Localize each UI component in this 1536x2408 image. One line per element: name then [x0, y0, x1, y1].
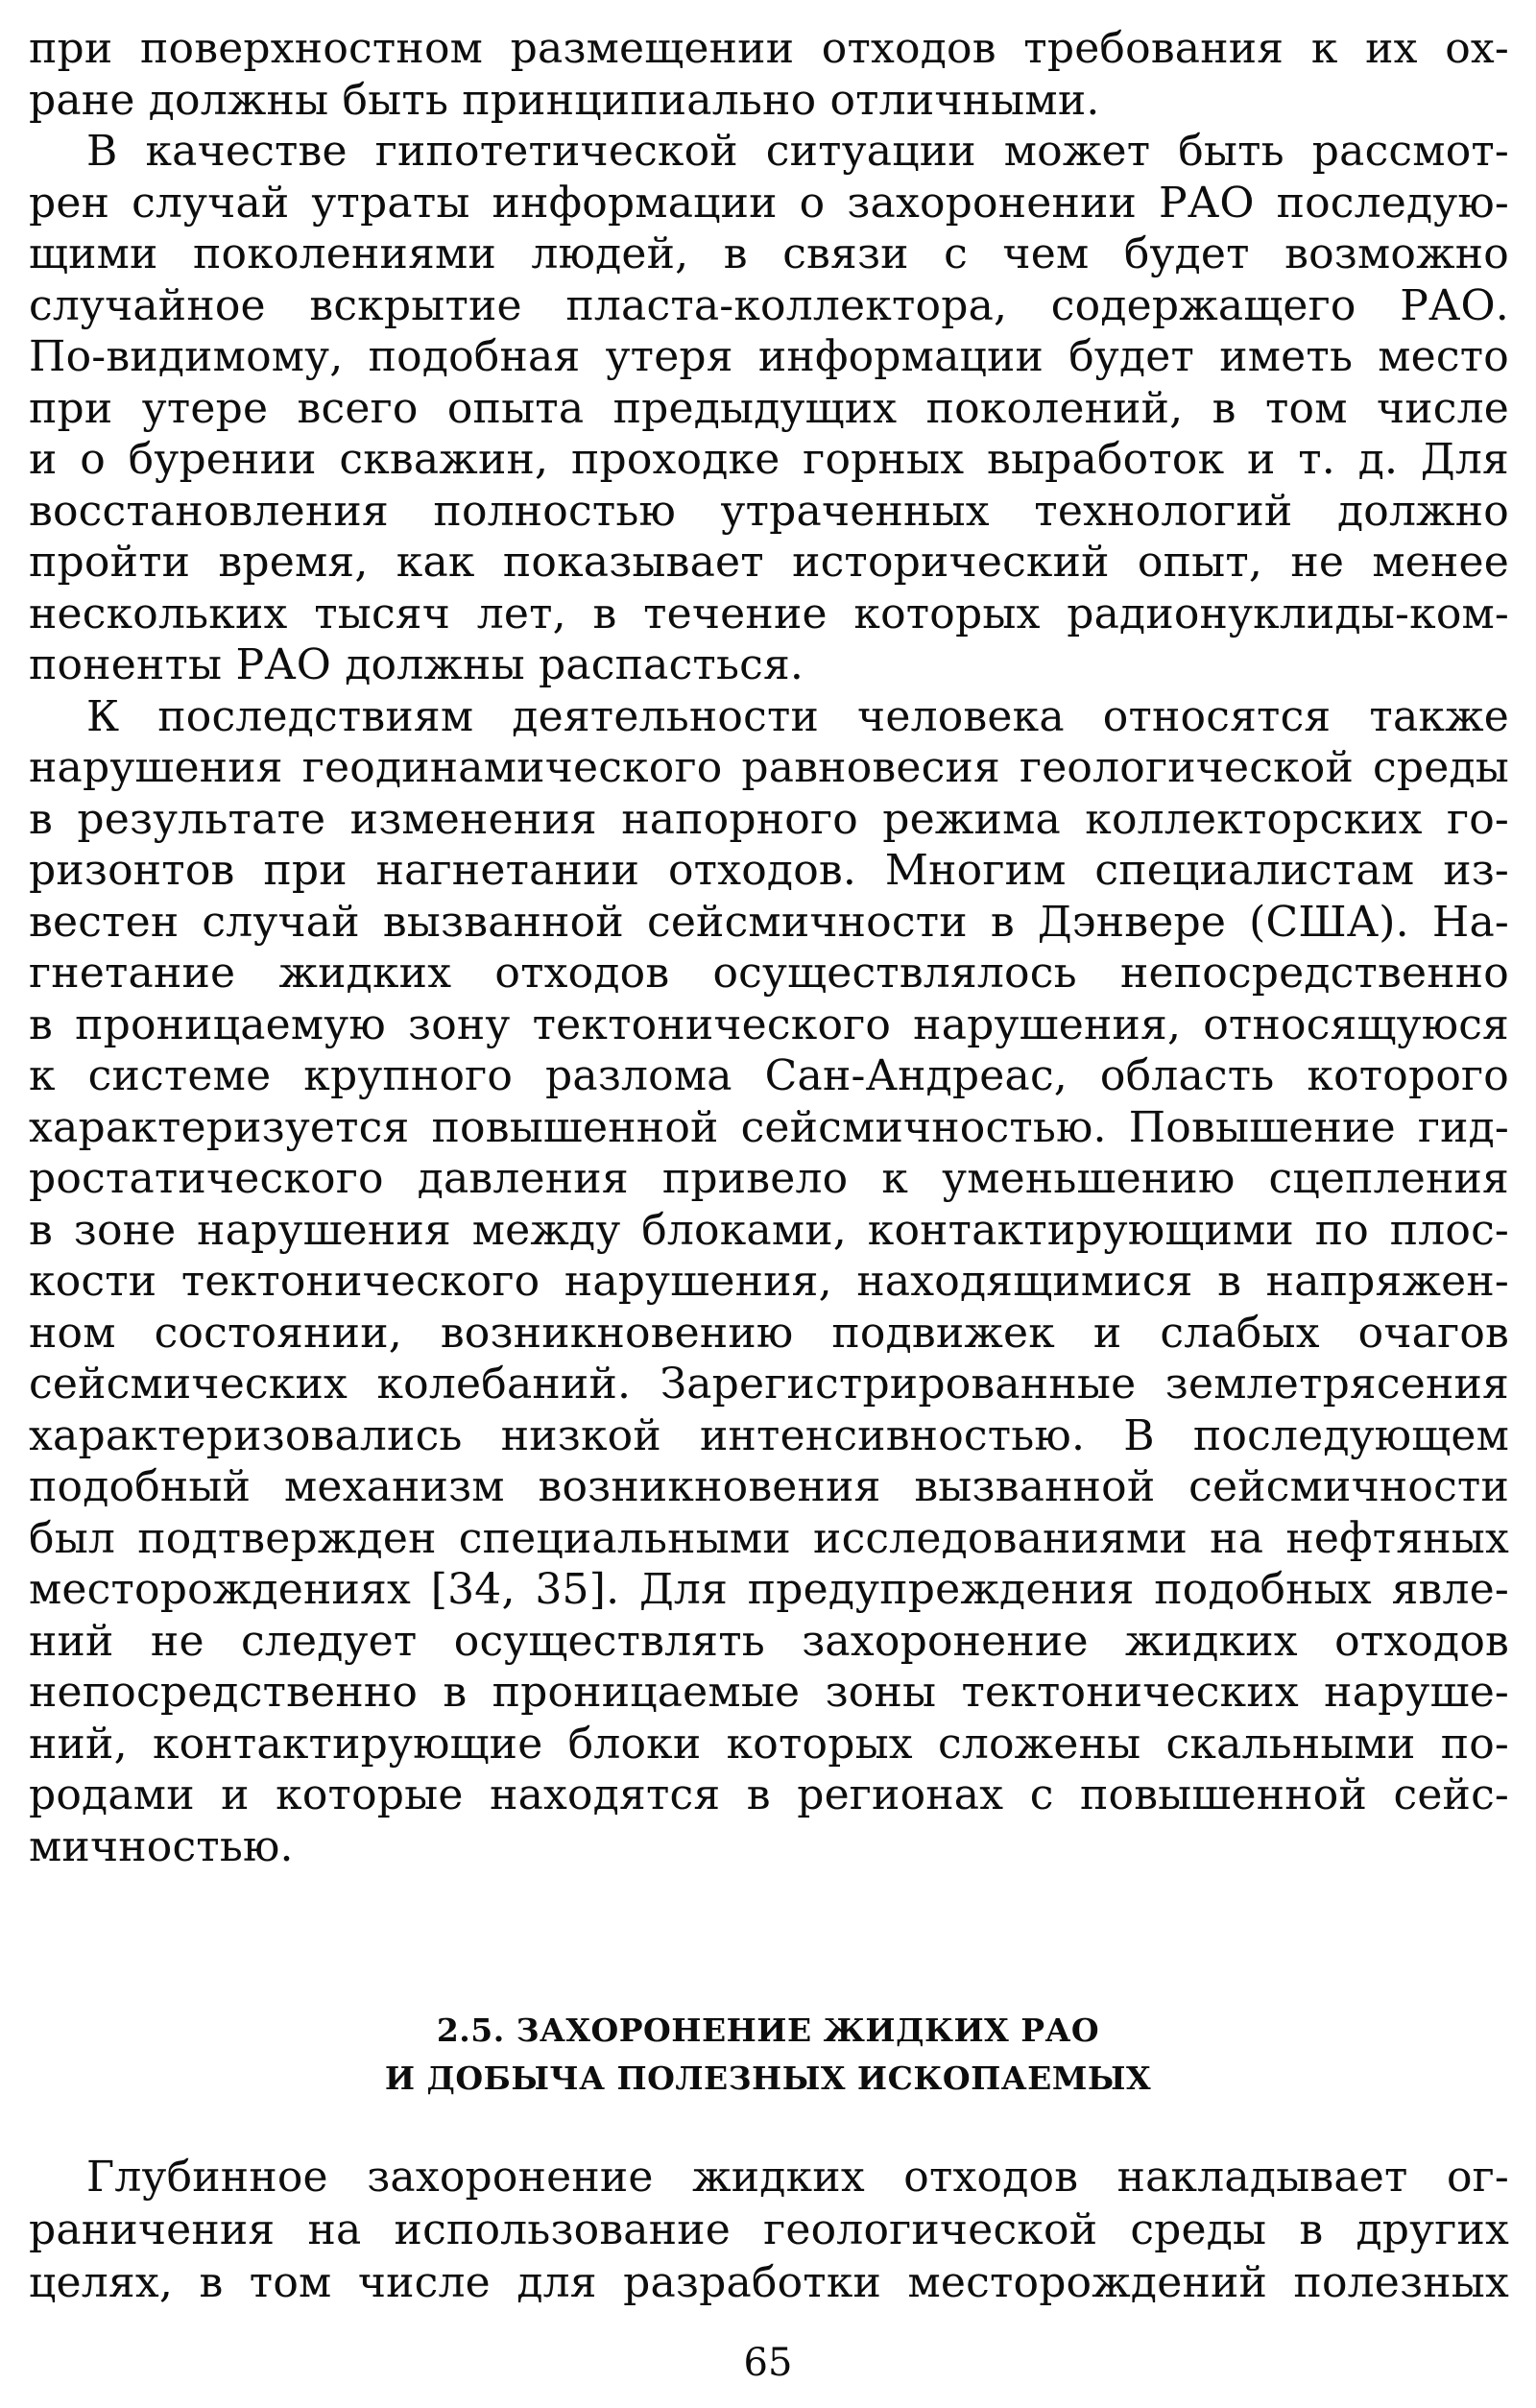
text-line: По-видимому, подобная утеря информации будет иметь место: [29, 332, 1509, 381]
text-line: вестен случай вызванной сейсмичности в Дэнвере (США). На-: [29, 897, 1509, 947]
text-line: нарушения геодинамического равновесия геологической среды: [29, 743, 1509, 792]
section-heading-line1: 2.5. ЗАХОРОНЕНИЕ ЖИДКИХ РАО: [436, 2011, 1100, 2049]
section-text-block: [29, 2151, 1509, 2309]
text-line: мичностью.: [29, 1821, 294, 1871]
text-line: К последствиям деятельности человека относятся также: [86, 691, 1509, 741]
text-line: месторождениях [34, 35]. Для предупреждения подобных явле-: [29, 1565, 1509, 1614]
text-line: при поверхностном размещении отходов требования к их ох-: [29, 24, 1509, 73]
text-line: ростатического давления привело к уменьшению сцепления: [29, 1154, 1509, 1203]
text-line: случайное вскрытие пласта-коллектора, содержащего РАО.: [29, 280, 1509, 330]
main-text-block: [29, 23, 1509, 1872]
text-line: пройти время, как показывает исторический опыт, не менее: [29, 538, 1509, 587]
text-line: восстановления полностью утраченных технологий должно: [29, 486, 1509, 536]
text-line: кости тектонического нарушения, находящимися в напряжен-: [29, 1257, 1509, 1306]
text-line: ризонтов при нагнетании отходов. Многим специалистам из-: [29, 846, 1509, 895]
page-number: 65: [743, 2341, 793, 2385]
section-heading-line2: И ДОБЫЧА ПОЛЕЗНЫХ ИСКОПАЕМЫХ: [384, 2059, 1152, 2097]
text-line: нескольких тысяч лет, в течение которых радионуклиды-ком-: [29, 589, 1509, 638]
text-line: родами и которые находятся в регионах с повышенной сейс-: [29, 1770, 1509, 1819]
text-line: гнетание жидких отходов осуществлялось непосредственно: [29, 949, 1509, 998]
text-line: в проницаемую зону тектонического нарушения, относящуюся: [29, 999, 1509, 1049]
text-line: при утере всего опыта предыдущих поколений, в том числе: [29, 383, 1509, 433]
text-line: и о бурении скважин, проходке горных выработок и т. д. Для: [29, 435, 1509, 484]
text-line: подобный механизм возникновения вызванной сейсмичности: [29, 1462, 1509, 1511]
text-line: поненты РАО должны распасться.: [29, 640, 804, 689]
text-line: непосредственно в проницаемые зоны тектонических наруше-: [29, 1668, 1509, 1717]
text-line: сейсмических колебаний. Зарегистрированные землетрясения: [29, 1360, 1509, 1409]
text-line: в результате изменения напорного режима коллекторских го-: [29, 794, 1509, 844]
text-line: характеризуется повышенной сейсмичностью. Повышение гид-: [29, 1102, 1509, 1152]
text-line: целях, в том числе для разработки месторождений полезных: [29, 2258, 1509, 2307]
text-line: в зоне нарушения между блоками, контактирующими по плос-: [29, 1205, 1509, 1255]
text-line: В качестве гипотетической ситуации может быть рассмот-: [86, 127, 1509, 176]
text-line: ном состоянии, возникновению подвижек и слабых очагов: [29, 1308, 1509, 1358]
section-heading: [0, 2007, 1536, 2103]
text-line: раничения на использование геологической среды в других: [29, 2205, 1509, 2254]
text-line: Глубинное захоронение жидких отходов накладывает ог-: [86, 2153, 1509, 2202]
text-line: характеризовались низкой интенсивностью. В последующем: [29, 1410, 1509, 1460]
text-line: был подтвержден специальными исследованиями на нефтяных: [29, 1513, 1509, 1563]
text-line: к системе крупного разлома Сан-Андреас, область которого: [29, 1051, 1509, 1100]
text-line: ране должны быть принципиально отличными.: [29, 75, 1100, 125]
text-line: ний, контактирующие блоки которых сложены скальными по-: [29, 1719, 1509, 1769]
text-line: щими поколениями людей, в связи с чем будет возможно: [29, 229, 1509, 278]
text-line: ний не следует осуществлять захоронение жидких отходов: [29, 1616, 1509, 1666]
text-line: рен случай утраты информации о захоронении РАО последую-: [29, 178, 1509, 228]
